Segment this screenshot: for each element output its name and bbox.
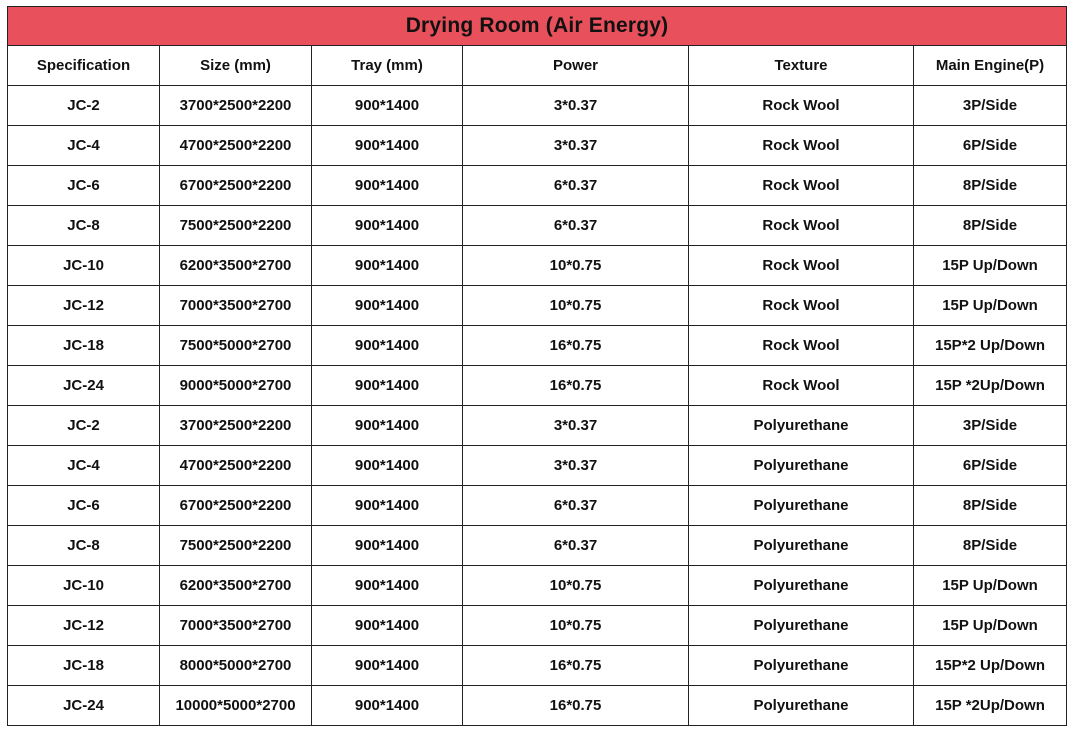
column-header-size: Size (mm): [160, 46, 312, 86]
cell-tray: 900*1400: [312, 406, 463, 446]
cell-texture: Polyurethane: [689, 526, 914, 566]
cell-specification: JC-8: [8, 206, 160, 246]
cell-size: 6200*3500*2700: [160, 566, 312, 606]
cell-power: 3*0.37: [463, 446, 689, 486]
cell-texture: Rock Wool: [689, 286, 914, 326]
cell-size: 3700*2500*2200: [160, 86, 312, 126]
cell-power: 10*0.75: [463, 246, 689, 286]
cell-size: 7500*5000*2700: [160, 326, 312, 366]
cell-texture: Polyurethane: [689, 406, 914, 446]
cell-tray: 900*1400: [312, 286, 463, 326]
cell-tray: 900*1400: [312, 566, 463, 606]
cell-specification: JC-24: [8, 686, 160, 726]
cell-power: 3*0.37: [463, 406, 689, 446]
cell-power: 3*0.37: [463, 86, 689, 126]
cell-specification: JC-4: [8, 446, 160, 486]
table-row: [8, 366, 1067, 406]
cell-texture: Rock Wool: [689, 206, 914, 246]
cell-power: 10*0.75: [463, 606, 689, 646]
table-row: [8, 286, 1067, 326]
cell-tray: 900*1400: [312, 166, 463, 206]
cell-texture: Rock Wool: [689, 366, 914, 406]
cell-texture: Rock Wool: [689, 126, 914, 166]
cell-specification: JC-6: [8, 166, 160, 206]
cell-specification: JC-12: [8, 286, 160, 326]
cell-texture: Polyurethane: [689, 486, 914, 526]
cell-power: 16*0.75: [463, 646, 689, 686]
cell-specification: JC-10: [8, 246, 160, 286]
column-header-power: Power: [463, 46, 689, 86]
cell-tray: 900*1400: [312, 86, 463, 126]
cell-power: 10*0.75: [463, 286, 689, 326]
cell-specification: JC-2: [8, 406, 160, 446]
cell-texture: Rock Wool: [689, 246, 914, 286]
cell-size: 6700*2500*2200: [160, 486, 312, 526]
cell-power: 10*0.75: [463, 566, 689, 606]
header-row: [8, 46, 1067, 86]
cell-main-engine: 8P/Side: [914, 166, 1067, 206]
cell-tray: 900*1400: [312, 326, 463, 366]
cell-tray: 900*1400: [312, 206, 463, 246]
table-row: [8, 686, 1067, 726]
cell-texture: Rock Wool: [689, 326, 914, 366]
cell-specification: JC-2: [8, 86, 160, 126]
cell-size: 7000*3500*2700: [160, 606, 312, 646]
cell-main-engine: 8P/Side: [914, 486, 1067, 526]
cell-main-engine: 8P/Side: [914, 526, 1067, 566]
cell-tray: 900*1400: [312, 246, 463, 286]
cell-size: 6200*3500*2700: [160, 246, 312, 286]
cell-main-engine: 15P *2Up/Down: [914, 366, 1067, 406]
cell-tray: 900*1400: [312, 486, 463, 526]
cell-main-engine: 15P Up/Down: [914, 606, 1067, 646]
cell-main-engine: 6P/Side: [914, 446, 1067, 486]
cell-tray: 900*1400: [312, 446, 463, 486]
cell-main-engine: 3P/Side: [914, 406, 1067, 446]
table-row: [8, 526, 1067, 566]
cell-texture: Polyurethane: [689, 566, 914, 606]
cell-tray: 900*1400: [312, 606, 463, 646]
spec-sheet: [7, 6, 1066, 726]
cell-size: 4700*2500*2200: [160, 126, 312, 166]
cell-specification: JC-10: [8, 566, 160, 606]
cell-size: 8000*5000*2700: [160, 646, 312, 686]
cell-size: 7000*3500*2700: [160, 286, 312, 326]
table-row: [8, 486, 1067, 526]
table-body: [8, 86, 1067, 726]
cell-tray: 900*1400: [312, 366, 463, 406]
cell-power: 16*0.75: [463, 686, 689, 726]
cell-specification: JC-6: [8, 486, 160, 526]
table-row: [8, 166, 1067, 206]
table-row: [8, 646, 1067, 686]
table-row: [8, 566, 1067, 606]
cell-texture: Rock Wool: [689, 86, 914, 126]
cell-main-engine: 15P *2Up/Down: [914, 686, 1067, 726]
cell-texture: Rock Wool: [689, 166, 914, 206]
cell-main-engine: 15P*2 Up/Down: [914, 326, 1067, 366]
cell-specification: JC-18: [8, 646, 160, 686]
cell-tray: 900*1400: [312, 526, 463, 566]
cell-power: 3*0.37: [463, 126, 689, 166]
table-row: [8, 126, 1067, 166]
cell-power: 16*0.75: [463, 366, 689, 406]
table-row: [8, 86, 1067, 126]
spec-table: [7, 6, 1067, 726]
cell-specification: JC-12: [8, 606, 160, 646]
cell-specification: JC-24: [8, 366, 160, 406]
cell-tray: 900*1400: [312, 686, 463, 726]
table-title: Drying Room (Air Energy): [8, 7, 1067, 46]
cell-power: 6*0.37: [463, 166, 689, 206]
cell-specification: JC-18: [8, 326, 160, 366]
cell-size: 3700*2500*2200: [160, 406, 312, 446]
cell-specification: JC-8: [8, 526, 160, 566]
table-row: [8, 406, 1067, 446]
column-header-main-engine: Main Engine(P): [914, 46, 1067, 86]
cell-size: 4700*2500*2200: [160, 446, 312, 486]
cell-tray: 900*1400: [312, 646, 463, 686]
cell-main-engine: 8P/Side: [914, 206, 1067, 246]
column-header-tray: Tray (mm): [312, 46, 463, 86]
cell-power: 6*0.37: [463, 486, 689, 526]
table-row: [8, 446, 1067, 486]
cell-main-engine: 6P/Side: [914, 126, 1067, 166]
cell-size: 10000*5000*2700: [160, 686, 312, 726]
cell-specification: JC-4: [8, 126, 160, 166]
cell-power: 6*0.37: [463, 206, 689, 246]
cell-tray: 900*1400: [312, 126, 463, 166]
cell-main-engine: 15P Up/Down: [914, 246, 1067, 286]
cell-texture: Polyurethane: [689, 606, 914, 646]
cell-size: 6700*2500*2200: [160, 166, 312, 206]
table-row: [8, 606, 1067, 646]
cell-size: 9000*5000*2700: [160, 366, 312, 406]
cell-main-engine: 3P/Side: [914, 86, 1067, 126]
table-row: [8, 246, 1067, 286]
cell-texture: Polyurethane: [689, 646, 914, 686]
cell-main-engine: 15P Up/Down: [914, 286, 1067, 326]
cell-texture: Polyurethane: [689, 446, 914, 486]
cell-texture: Polyurethane: [689, 686, 914, 726]
cell-main-engine: 15P Up/Down: [914, 566, 1067, 606]
table-row: [8, 206, 1067, 246]
cell-power: 6*0.37: [463, 526, 689, 566]
cell-size: 7500*2500*2200: [160, 526, 312, 566]
cell-power: 16*0.75: [463, 326, 689, 366]
column-header-texture: Texture: [689, 46, 914, 86]
column-header-specification: Specification: [8, 46, 160, 86]
table-row: [8, 326, 1067, 366]
cell-main-engine: 15P*2 Up/Down: [914, 646, 1067, 686]
cell-size: 7500*2500*2200: [160, 206, 312, 246]
